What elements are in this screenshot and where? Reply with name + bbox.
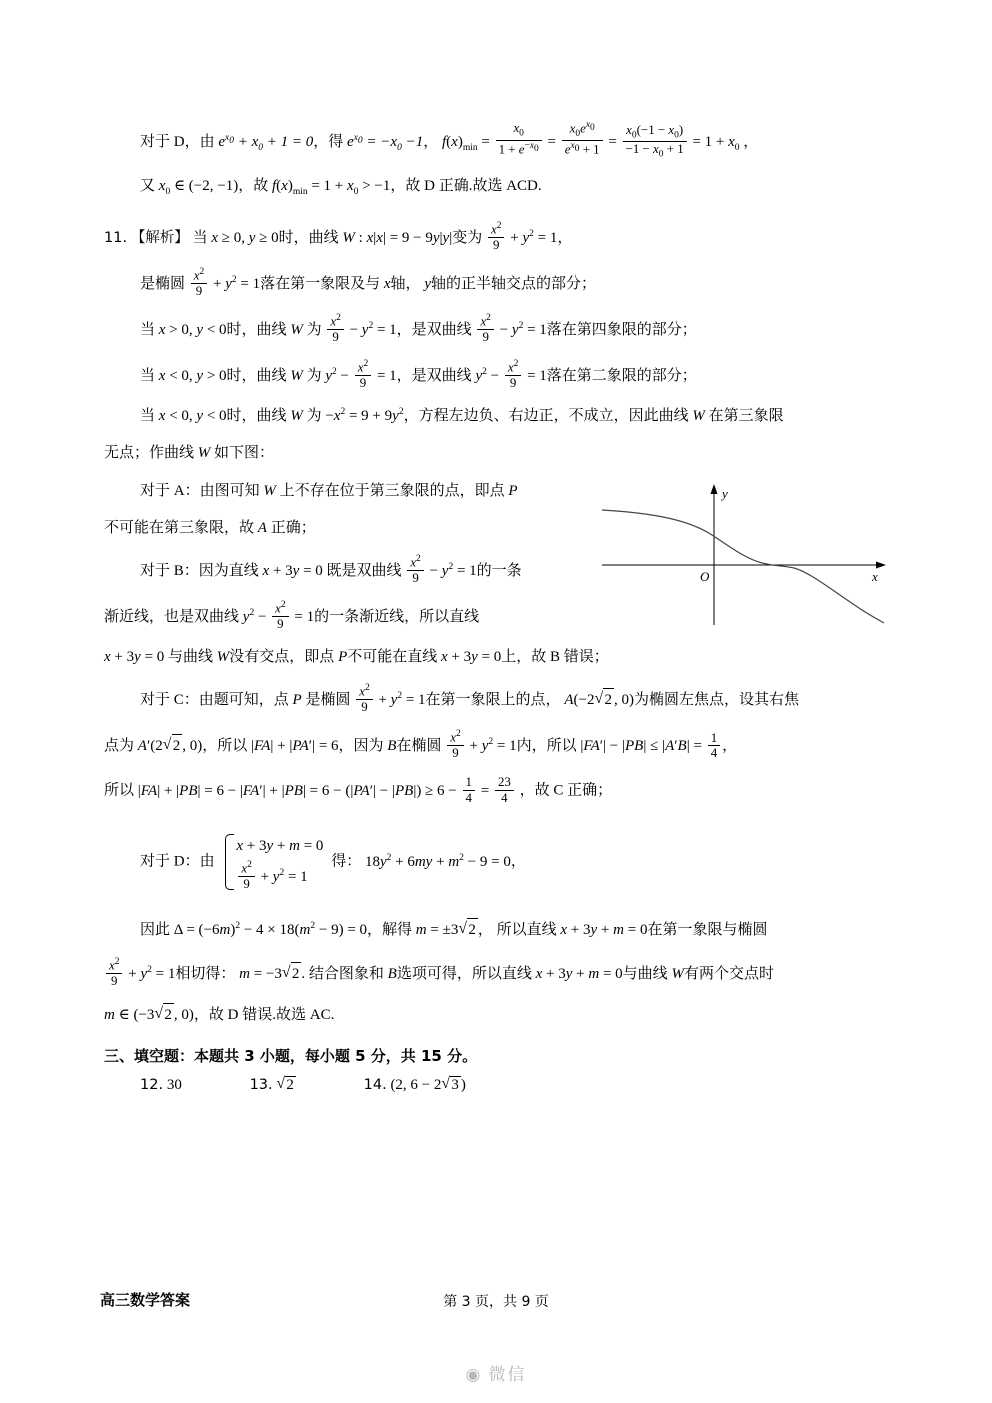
text-fragment: ，方程左边负、右边正，不成立，因此曲线	[403, 408, 689, 425]
math-expression: P	[292, 692, 302, 709]
text-fragment: 为椭圆左焦点，设其右焦	[633, 692, 799, 709]
math-expression: $\frac{x^2}{9}$ + $y^2 = 1$	[445, 738, 516, 754]
text-fragment: 既是双曲线	[326, 563, 402, 580]
math-expression: $18y^2 + 6my + m^2 - 9 = 0$	[364, 852, 511, 870]
math-expression: m ∈ (−3 √ 2 , 0)	[104, 1007, 194, 1023]
curve-figure-svg	[594, 480, 894, 630]
math-expression: $x_0$ ∈ (−2, −1)	[158, 177, 239, 197]
math-expression: W	[290, 408, 303, 425]
text-fragment: 与曲线	[168, 649, 214, 666]
answer-13-label: 13.	[249, 1076, 273, 1093]
text-fragment: 如下图：	[214, 445, 275, 462]
math-expression: x ≥ 0, y ≥ 0	[211, 230, 279, 247]
text-fragment: ，	[423, 134, 439, 150]
text-fragment: ，故 C 正确；	[519, 782, 613, 799]
text-fragment: 是椭圆	[140, 276, 186, 293]
answer-14-value: (2, 6 − 2 √ 3 )	[390, 1077, 465, 1093]
text-fragment: 相切得：	[175, 965, 236, 982]
answer-14	[364, 1076, 466, 1094]
text-fragment: 渐近线，也是双曲线	[104, 609, 240, 626]
option-b-line2	[104, 600, 624, 632]
math-expression: x + 3y + m = 0	[535, 965, 623, 982]
answer-13	[250, 1076, 296, 1094]
origin-label: O	[700, 568, 710, 584]
fill-in-answers-row	[104, 1076, 894, 1094]
problem-10-option-d-line2	[104, 175, 894, 200]
math-expression: x + 3y = 0	[104, 649, 165, 666]
text-fragment: 结合图象和	[308, 965, 384, 982]
math-expression: $e^{x_0} + x_0 + 1 = 0$	[218, 133, 314, 153]
math-expression: B	[387, 738, 397, 755]
text-fragment: 为	[306, 322, 322, 339]
text-fragment: 内，所以	[516, 738, 577, 755]
math-expression: $\frac{x^2}{9}$ + $y^2 = 1$	[486, 230, 557, 246]
math-expression: $\frac{x^2}{9}$ + $y^2 = 1$	[189, 276, 260, 292]
text-fragment: 是椭圆	[305, 692, 351, 709]
text-fragment: 上不存在位于第三象限的点，即点	[279, 482, 505, 499]
footer-document-title: 高三数学答案	[100, 1291, 191, 1309]
text-fragment: 对于 A：由图可知	[140, 482, 260, 499]
math-expression: W	[216, 649, 230, 666]
math-expression: x + 3y + m = 0	[560, 922, 648, 939]
text-fragment: 又	[140, 177, 156, 194]
math-expression: $y^2$ − $\frac{x^2}{9}$ = 1	[242, 600, 315, 632]
text-fragment: 不可能在第三象限，故	[104, 519, 255, 536]
text-fragment: ，所以	[202, 738, 248, 755]
option-c-line2	[104, 729, 894, 761]
text-fragment: 为	[306, 368, 322, 385]
math-expression: $\frac{x^2}{9}$ + $y^2 = 1$	[354, 692, 425, 708]
math-expression: B	[387, 965, 397, 982]
text-fragment: ，故	[238, 177, 269, 194]
math-expression: $\frac{x^2}{9}$ − $y^2 = 1$	[405, 563, 476, 579]
problem-number: 11.	[104, 230, 128, 247]
math-expression: |FA| + |PB| = 6 − |FA′| + |PB| = 6 − (|PA′| − |PB|) ≥ 6 − $\frac{1}{4}$ = $\frac{23}{4}$	[138, 783, 520, 799]
text-fragment: ，是双曲线	[396, 322, 472, 339]
problem-11-line6	[104, 442, 894, 465]
text-fragment: 正确；	[270, 519, 316, 536]
text-fragment: 对于 C：由题可知，点	[140, 692, 289, 709]
option-c-line1	[104, 683, 894, 715]
math-expression: m = −3 √ 2 .	[239, 966, 305, 982]
text-fragment: 当	[140, 368, 156, 385]
answer-12-label: 12.	[140, 1076, 164, 1093]
text-fragment: 当	[140, 322, 156, 339]
text-fragment: 对于 D：由	[140, 853, 215, 870]
math-expression: x < 0, y < 0	[158, 408, 227, 425]
text-fragment: 对于 D，由	[140, 134, 215, 150]
page-content	[104, 120, 894, 1094]
text-fragment: 有两个交点时	[683, 965, 774, 982]
problem-11-line4	[104, 359, 894, 391]
text-fragment: ， 所以直线	[477, 922, 557, 939]
wechat-icon: ◉	[465, 1365, 483, 1384]
text-fragment: 在第一象限上的点，	[425, 692, 561, 709]
text-fragment: 时，曲线	[226, 322, 287, 339]
option-d-line2	[104, 918, 894, 942]
math-expression: W	[692, 408, 705, 425]
math-expression: P	[508, 482, 518, 499]
text-fragment: 落在第二象限的部分；	[546, 368, 697, 385]
text-fragment: 变为	[452, 230, 483, 247]
math-expression: $e^{x_0} = -x_0 -1$	[347, 133, 424, 153]
math-expression: x	[383, 276, 391, 293]
text-fragment: 当	[192, 230, 208, 247]
curve-figure	[594, 480, 894, 630]
text-fragment: 为	[306, 408, 322, 425]
math-expression: W	[671, 965, 684, 982]
problem-11-line5	[104, 405, 894, 428]
math-expression: $\frac{x^2}{9}$ − $y^2 = 1$	[325, 322, 396, 338]
x-axis-label: x	[872, 568, 878, 584]
option-d-line1	[104, 832, 894, 892]
math-expression: y	[424, 276, 431, 293]
equation-system: x + 3y + m = 0 $\frac{x^2}{9}$ + $y^2 = 1$	[222, 832, 323, 892]
text-fragment: ，是双曲线	[396, 368, 472, 385]
math-expression: W : x|x| = 9 − 9y|y|	[342, 230, 453, 247]
math-expression: W	[197, 445, 211, 462]
text-fragment: 没有交点，即点	[229, 649, 335, 666]
text-fragment: 得：	[331, 853, 362, 870]
math-expression: $\Delta = (-6m)^2 - 4 \times 18(m^2 - 9) = 0$	[173, 921, 368, 939]
text-fragment: 无点；作曲线	[104, 445, 195, 462]
text-fragment: 时，曲线	[226, 368, 287, 385]
page-footer	[0, 1289, 992, 1319]
math-expression: $y^2$ − $\frac{x^2}{9}$ = 1	[475, 359, 547, 391]
text-fragment: ，因为	[338, 738, 384, 755]
y-axis-label: y	[722, 485, 728, 501]
math-expression: x > 0, y < 0	[158, 322, 227, 339]
math-expression: $\frac{x^2}{9}$ + $y^2 = 1$	[104, 966, 175, 982]
math-expression: |FA| + |PA′| = 6	[250, 738, 339, 755]
math-expression: $f(x)_{min} = 1 + x_0 > -1$	[271, 177, 391, 197]
text-fragment: 轴的正半轴交点的部分；	[430, 276, 596, 293]
text-fragment: 上，故 B 错误；	[501, 649, 609, 666]
option-c-line3	[104, 775, 894, 806]
text-fragment: ，得	[313, 134, 344, 150]
math-expression: x < 0, y > 0	[158, 368, 227, 385]
math-expression: x + 3y = 0	[262, 563, 323, 580]
text-fragment: 在第一象限与椭圆	[647, 922, 768, 939]
math-expression: |FA′| − |PB| ≤ |A′B| = $\frac{1}{4}$	[580, 738, 722, 754]
analysis-label: 【解析】	[130, 230, 189, 247]
answer-12-value: 30	[166, 1076, 182, 1093]
math-expression: m = ±3 √ 2	[416, 922, 478, 938]
text-fragment: 与曲线	[622, 965, 668, 982]
text-fragment: 的一条渐近线，所以直线	[314, 609, 480, 626]
math-expression: $y^2$ − $\frac{x^2}{9}$ = 1	[325, 359, 397, 391]
text-fragment: 时，曲线	[226, 408, 287, 425]
problem-11-line3	[104, 313, 894, 345]
text-fragment: ，	[510, 853, 526, 870]
text-fragment: 因此	[140, 922, 171, 939]
text-fragment: 时，曲线	[278, 230, 339, 247]
text-fragment: 点为	[104, 738, 135, 755]
text-fragment: 不可能在直线	[347, 649, 438, 666]
answer-13-value: √ 2	[276, 1077, 296, 1093]
option-d-line3	[104, 957, 894, 989]
text-fragment: 在椭圆	[396, 738, 442, 755]
text-fragment: 轴，	[390, 276, 421, 293]
option-d-line4	[104, 1003, 894, 1027]
text-fragment: 对于 B：因为直线	[140, 563, 259, 580]
watermark-text: 微信	[488, 1365, 527, 1384]
text-fragment: 在第三象限	[708, 408, 784, 425]
footer-page-number: 第 3 页，共 9 页	[443, 1294, 549, 1310]
option-a-line1	[104, 480, 620, 503]
text-fragment: 当	[140, 408, 156, 425]
math-expression: x + 3y = 0	[441, 649, 502, 666]
math-expression: A(−2 √ 2 , 0)	[564, 692, 634, 708]
text-fragment: ，	[743, 134, 759, 150]
text-fragment: 落在第四象限的部分；	[546, 322, 697, 339]
text-fragment: 所以	[104, 782, 135, 799]
math-expression: A′(2 √ 2 , 0)	[138, 738, 202, 754]
answer-12	[140, 1077, 182, 1094]
math-expression: $\frac{x^2}{9}$ − $y^2 = 1$	[475, 322, 546, 338]
problem-11-line2	[104, 267, 894, 299]
text-fragment: ，故 D 错误.故选 AC.	[193, 1006, 335, 1023]
math-expression: $-x^2 = 9 + 9y^2$	[325, 407, 404, 425]
math-expression: P	[338, 649, 348, 666]
answer-14-label: 14.	[363, 1076, 387, 1093]
option-b-line1	[104, 554, 640, 586]
section-3-heading: 三、填空题：本题共 3 小题，每小题 5 分，共 15 分。	[104, 1046, 478, 1065]
math-expression: W	[290, 368, 303, 385]
math-expression: W	[263, 482, 276, 499]
text-fragment: 落在第一象限及与	[260, 276, 381, 293]
text-fragment: 选项可得，所以直线	[396, 965, 532, 982]
math-expression: A	[257, 519, 267, 536]
text-fragment: ，故 D 正确.故选 ACD.	[390, 177, 542, 194]
math-expression: $f(x)_{min}$ = $\frac{x_0}{1 + e^{-x_0}}$ = $\frac{x_0e^{x_0}}{e^{x_0} + 1}$ = $\frac{x_0(-1 - x_0)}{-1 - x_0 + 1}$ = $1 + x_0$	[441, 120, 740, 160]
wechat-watermark	[0, 1360, 992, 1385]
problem-11-line1	[104, 221, 894, 253]
math-expression: W	[290, 322, 303, 339]
text-fragment: ，	[557, 230, 573, 247]
text-fragment: ，	[722, 738, 738, 755]
option-b-line3	[104, 646, 894, 669]
problem-10-option-d-line1	[104, 120, 894, 161]
option-a-line2	[104, 517, 584, 540]
text-fragment: 的一条	[476, 563, 522, 580]
text-fragment: ，解得	[367, 922, 413, 939]
